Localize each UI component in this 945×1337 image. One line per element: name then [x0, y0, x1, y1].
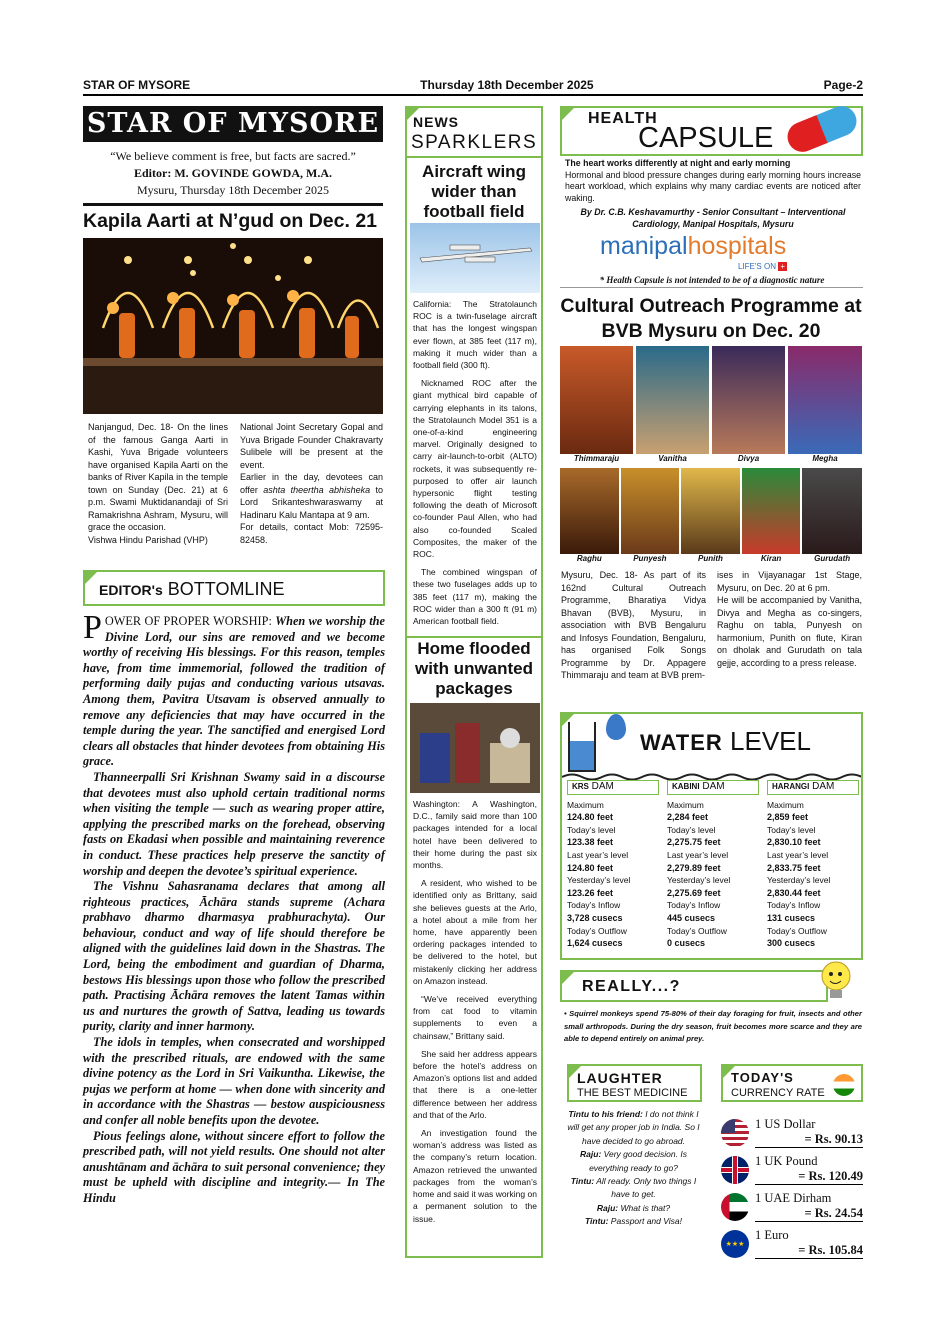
- artist-name: Gurudath: [814, 554, 851, 563]
- really-fact: • Squirrel monkeys spend 75-80% of their day foraging for fruit, insects and other small arthropods. During the dry season, fruit becomes more scarce and they are able to depend entirely on animal prey.: [564, 1009, 862, 1043]
- manipal-logo: [600, 232, 786, 261]
- dam-stat-value: 445 cusecs: [667, 912, 716, 923]
- bulb-icon: [818, 960, 854, 1004]
- dam-stat-value: 2,830.10 feet: [767, 837, 821, 848]
- currency-value: = Rs. 90.13: [755, 1132, 863, 1148]
- artist-name: Thimmaraju: [573, 454, 620, 463]
- cultural-col2: ises in Vijayanagar 1st Stage, Mysuru, on Dec. 20 at 6 pm. He will be accompanied by Vanitha, Divya and Megha as co-singers, Raghu on tabla, Punyesh on harmonium, Punith on flute, Kiran on dholak and Gurudath on tala gejje, according to a press release.: [717, 570, 862, 668]
- eu-flag-icon: ★★★: [721, 1230, 749, 1258]
- currency-name: 1 UAE Dirham: [755, 1191, 832, 1205]
- aircraft-headline: Aircraft wing wider than football field: [422, 162, 526, 221]
- artist-card: [560, 468, 619, 563]
- dam-name-suffix: DAM: [588, 781, 614, 792]
- health-disclaimer: * Health Capsule is not intended to be of a diagnostic nature: [599, 275, 825, 285]
- laughter-label: LAUGHTER: [577, 1070, 663, 1086]
- news-label: NEWS: [413, 114, 459, 130]
- packages-para: She said her address appears before the hotel’s address on Amazon’s options list and added that there is a one-letter difference between her address and that of the Arlo.: [413, 1048, 537, 1120]
- label-rest: BOTTOMLINE: [162, 579, 285, 599]
- best-medicine-label: THE BEST MEDICINE: [577, 1087, 688, 1099]
- editor-line: Editor: M. GOVINDE GOWDA, M.A.: [134, 166, 332, 180]
- dam-stat-label: Today’s level: [567, 824, 616, 835]
- artist-photo: [681, 468, 740, 554]
- cultural-headline: Cultural Outreach Programme at BVB Mysuru on Dec. 20: [560, 295, 862, 342]
- artist-card: [802, 468, 862, 563]
- uk-flag-icon: [721, 1156, 749, 1184]
- dam-name-bold: HARANGI: [772, 782, 810, 791]
- artist-name: Punyesh: [633, 554, 667, 563]
- currency-row: [721, 1228, 863, 1259]
- artist-card: [636, 346, 709, 463]
- logo-part: hospitals: [687, 232, 787, 260]
- dam-stat-label: Yesterday’s level: [767, 875, 831, 886]
- joke-line: [567, 1108, 700, 1148]
- paper-name: STAR OF MYSORE: [83, 78, 191, 92]
- currency-label-box: [721, 1064, 863, 1102]
- dam-name: [667, 780, 759, 795]
- uae-flag-icon: [721, 1193, 749, 1221]
- really-text: Squirrel monkeys spend 75-80% of their day foraging for fruit, insects and other small arthropods. During the dry season, fruit becomes more scarce and they are able to depend entirely on animal prey.: [564, 1009, 862, 1043]
- editorial-para1: When we worship the Divine Lord, our sins are removed and we become worthy of receiving His blessings. For this reason, temples have, from time immemorial, followed the tradition of performing daily pujas and conducting various utsavas. Among them, Pavitra Utsavam is observed annually to remove any deficiencies that may have occurred in the temple during the year. The sanctified and energised Lord clears all obstacles that hinder devotees from obtaining His grace.: [83, 614, 385, 769]
- dam-stat-value: 2,275.75 feet: [667, 837, 721, 848]
- currency-row: [721, 1154, 863, 1185]
- joke-speaker: Tintu:: [570, 1176, 595, 1187]
- joke-line: [567, 1148, 700, 1175]
- dam-stat-label: Maximum: [567, 799, 604, 810]
- water-level-box: [560, 712, 863, 960]
- dam-stat-label: Today’s Outflow: [667, 925, 727, 936]
- masthead-title: STAR OF MYSORE: [83, 106, 383, 142]
- artist-photo: [802, 468, 862, 554]
- joke-speech: I do not think I will get any proper job in India. So I have decided to go abroad.: [567, 1109, 700, 1146]
- kapila-text-end: to Lord Srikanteshwaraswamy at Hadinaru Kalu Mantapa at 9 am. For details, contact Mob: 72595-82458.: [240, 484, 383, 545]
- joke-speech: Passport and Visa!: [608, 1216, 682, 1227]
- dam-table: [567, 778, 860, 950]
- artist-name: Divya: [737, 454, 760, 463]
- dam-stat-value: 131 cusecs: [767, 912, 816, 923]
- joke-speaker: Raju:: [580, 1149, 602, 1160]
- dam-stat-value: 0 cusecs: [667, 938, 706, 949]
- water-gauge-icon: [568, 722, 596, 772]
- joke-line: [567, 1175, 700, 1202]
- todays-label: TODAY'S: [731, 1070, 794, 1085]
- artist-photo: [560, 346, 633, 454]
- artist-photo: [621, 468, 680, 554]
- currency-row: [721, 1117, 863, 1148]
- divider: [560, 287, 863, 288]
- artist-name: Kiran: [760, 554, 782, 563]
- dam-stat-label: Today’s Outflow: [567, 925, 627, 936]
- dam-stat-label: Last year’s level: [767, 849, 829, 860]
- level-label: LEVEL: [722, 726, 811, 756]
- really-label: REALLY...?: [582, 978, 681, 995]
- packages-para: “We’ve received everything from cat food to vitamin supplements to even a chainsaw,” Brittany said.: [413, 994, 537, 1041]
- corner-tag: [562, 108, 574, 120]
- currency-name: 1 Euro: [755, 1228, 789, 1242]
- dam-stat-label: Last year’s level: [567, 849, 629, 860]
- water-label: WATER: [640, 730, 723, 755]
- artist-card: [621, 468, 680, 563]
- dam-stat-value: 123.38 feet: [567, 837, 614, 848]
- kapila-text-italic: ashta theertha abhisheka: [263, 484, 371, 495]
- dam-stat-value: 2,830.44 feet: [767, 887, 821, 898]
- dam-stat-label: Today’s Inflow: [567, 900, 621, 911]
- india-flag-icon: [833, 1074, 855, 1096]
- laughter-label-box: [567, 1064, 702, 1102]
- joke-speech: What is that?: [618, 1202, 671, 1213]
- artist-name: Punith: [698, 554, 723, 563]
- dateline: Mysuru, Thursday 18th December 2025: [136, 183, 330, 197]
- artist-name: Vanitha: [658, 454, 687, 463]
- dam-stat-value: 3,728 cusecs: [567, 912, 623, 923]
- capsule-icon: [783, 102, 861, 157]
- water-drop-icon: [606, 714, 626, 740]
- editorial-para5: Pious feelings alone, without sincere effort to follow the prescribed path, will not yield results. One should not alter anushtānam and āchāra to suit personal convenience; they must be upheld with discipline and integrity.— In The Hindu: [83, 1128, 385, 1205]
- label-bold: EDITOR's: [99, 582, 163, 598]
- joke-speaker: Raju:: [596, 1202, 619, 1213]
- currency-value: = Rs. 120.49: [755, 1169, 863, 1185]
- packages-photo: [410, 703, 540, 793]
- dam-stat-label: Yesterday’s level: [667, 875, 731, 886]
- sparklers-label: SPARKLERS: [411, 132, 538, 153]
- divider: [83, 203, 383, 206]
- health-byline: By Dr. C.B. Keshavamurthy - Senior Consultant – Interventional Cardiology, Manipal Hospitals, Mysuru: [580, 207, 846, 229]
- kapila-text: National Joint Secretary Gopal and Yuva Brigade Founder Chakravarty Sulibele will be present at the event. Earlier in the day, devotees can offer: [240, 422, 383, 495]
- dam-stat-label: Today’s level: [667, 824, 716, 835]
- artist-card: [742, 468, 801, 563]
- currency-value: = Rs. 24.54: [755, 1206, 863, 1222]
- dam-stat-label: Maximum: [767, 799, 804, 810]
- artist-name: Raghu: [576, 554, 602, 563]
- dam-stat-label: Last year’s level: [667, 849, 729, 860]
- drop-cap: P: [83, 609, 102, 646]
- editorial-body: [83, 609, 385, 1207]
- para1-caps: OWER OF PROPER WORSHIP:: [104, 614, 276, 628]
- currency-row: [721, 1191, 863, 1222]
- dam-name: [767, 780, 859, 795]
- dam-stat-label: Today’s Inflow: [667, 900, 721, 911]
- logo-tagline: LIFE'S ON +: [738, 262, 787, 271]
- packages-para: A resident, who wished to be identified only as Brittany, said she believes guests at the Arlo, a hotel about a mile from her home, have apparently been ordering packages intended to be delivered to the hotel, but mistakenly clicking her address on Amazon instead.: [413, 878, 537, 986]
- dam-stat-value: 2,275.69 feet: [667, 887, 721, 898]
- dam-name-bold: KRS: [572, 782, 589, 791]
- packages-para: Washington: A Washington, D.C., family said more than 100 packages intended for a local hotel have been delivered to their home during the past six months.: [413, 799, 537, 871]
- header-date: Thursday 18th December 2025: [420, 78, 594, 92]
- dam-stat-value: 2,833.75 feet: [767, 862, 821, 873]
- dam-stat-value: 2,279.89 feet: [667, 862, 721, 873]
- news-sparklers-box: [405, 106, 543, 1258]
- aircraft-para: Nicknamed ROC after the giant mythical bird capable of carrying elephants in its talons, the Stratolaunch Model 351 is a one-of-a-kind engineering marvel. Originally designed to carry air-launch-to-orbit (ALTO) rockets, it was subsequently re-purposed to offer air launch hypersonic flight testing following the death of Microsoft co-founder Paul Allen, who had also co-founded Scaled Composites, the maker of the ROC.: [413, 378, 537, 560]
- editorial-para4: The idols in temples, when consecrated and worshipped with the prescribed rituals, are endowed with the same divine potency as the Lord in Sri Vaikuntha. Likewise, the pujas we perform at home — when done with sincerity and in accordance with the Shastras — bestow auspiciousness and confer all noble benefits upon the devotee.: [83, 1035, 385, 1127]
- motto: “We believe comment is free, but facts are sacred.”: [110, 149, 356, 163]
- artist-name: Megha: [812, 454, 838, 463]
- dam-column: [667, 778, 759, 950]
- aircraft-para: California: The Stratolaunch ROC is a twin-fuselage aircraft that has the longest wingspan ever flown, at 385 feet (117 m), making it much wider than a football field (300 ft).: [413, 299, 537, 371]
- artist-photo: [712, 346, 785, 454]
- dam-name-suffix: DAM: [809, 781, 835, 792]
- joke-line: [567, 1215, 700, 1228]
- dam-stat-label: Maximum: [667, 799, 704, 810]
- joke-speech: All ready. Only two things I have to get.: [594, 1176, 697, 1200]
- joke-line: [567, 1202, 700, 1215]
- kapila-headline: Kapila Aarti at N’gud on Dec. 21: [83, 210, 378, 232]
- joke-text: [567, 1108, 700, 1229]
- joke-speaker: Tintu:: [584, 1216, 609, 1227]
- dam-stat-label: Today’s Inflow: [767, 900, 821, 911]
- page-header: [83, 78, 863, 96]
- corner-tag: [85, 572, 97, 584]
- dam-stat-value: 124.80 feet: [567, 862, 614, 873]
- dam-stat-label: Today’s level: [767, 824, 816, 835]
- dam-stat-value: 2,284 feet: [667, 812, 709, 823]
- editorial-para3: The Vishnu Sahasranama declares that among all righteous practices, Āchāra stands supreme (Achara prabhavo dharmo dharmasya prabhurachyta). Our behaviour, conduct and way of life should therefore be aligned with the guidelines laid down in the Shastras. The Lord, being the embodiment and guardian of Dharma, bestows His blessings upon those who follow the prescribed path. Practising Āchāra removes the latent Tamas within us and nurtures the growth of Sattva, leading us towards purity, clarity and inner harmony.: [83, 879, 385, 1034]
- aircraft-story: [413, 298, 537, 627]
- kapila-col2: [240, 421, 383, 546]
- health-label: HEALTH: [588, 110, 658, 127]
- packages-para: An investigation found the woman’s address was listed as the company’s return location. Amazon retrieved the unwanted packages from the woman’s home and said it was working on a permanent solution to the issue.: [413, 1128, 537, 1224]
- us-flag-icon: [721, 1119, 749, 1147]
- artist-photo: [788, 346, 862, 454]
- health-capsule-label: [560, 106, 863, 156]
- currency-value: = Rs. 105.84: [755, 1243, 863, 1259]
- artist-card: [681, 468, 740, 563]
- cultural-col1: Mysuru, Dec. 18- As part of its 162nd Cultural Outreach Programme, Bharatiya Vidya Bhavan (BVB), Mysuru, in association with BVB Bengaluru and Infosys Foundation, Bengaluru, has organised Folk Songs Programme by Dr. Appagere Thimmaraju and team at BVB prem-: [561, 570, 706, 680]
- dam-name-bold: KABINI: [672, 782, 700, 791]
- aircraft-para: The combined wingspan of these two fuselages adds up to 385 feet (117 m), making the ROC wider than a 300 ft (91 m) American football field.: [413, 567, 537, 627]
- editors-bottomline-label: [83, 570, 385, 606]
- artist-card: [712, 346, 785, 463]
- health-headline: The heart works differently at night and early morning: [565, 158, 791, 168]
- logo-part: manipal: [600, 232, 688, 260]
- really-label-box: [560, 970, 828, 1002]
- kapila-aarti-photo: [83, 238, 383, 414]
- masthead-block: [83, 148, 383, 199]
- currency-list: [721, 1117, 863, 1265]
- currency-name: 1 US Dollar: [755, 1117, 816, 1131]
- dam-column: [567, 778, 659, 950]
- artist-photo: [636, 346, 709, 454]
- dam-stat-value: 1,624 cusecs: [567, 938, 623, 949]
- page-number: Page-2: [823, 78, 863, 92]
- currency-name: 1 UK Pound: [755, 1154, 818, 1168]
- corner-tag: [562, 972, 574, 984]
- dam-stat-value: 123.26 feet: [567, 887, 614, 898]
- dam-column: [767, 778, 859, 950]
- dam-name-suffix: DAM: [699, 781, 725, 792]
- dam-stat-value: 124.80 feet: [567, 812, 614, 823]
- capsule-label: CAPSULE: [638, 122, 774, 154]
- artist-card: [788, 346, 862, 463]
- dam-stat-label: Today’s Outflow: [767, 925, 827, 936]
- artists-row2: [560, 468, 862, 563]
- dam-stat-label: Yesterday’s level: [567, 875, 631, 886]
- health-text: [565, 158, 861, 230]
- packages-story: [413, 798, 537, 1225]
- dam-name: [567, 780, 659, 795]
- joke-speech: Very good decision. Is everything ready to go?: [589, 1149, 687, 1173]
- artists-row1: [560, 346, 862, 463]
- joke-speaker: Tintu to his friend:: [568, 1109, 643, 1119]
- health-body: Hormonal and blood pressure changes during early morning hours increase heart workload, which explains why many cardiac events are noticed after waking.: [565, 169, 861, 203]
- artist-photo: [560, 468, 619, 554]
- kapila-col1: Nanjangud, Dec. 18- On the lines of the famous Ganga Aarti in Kashi, Yuva Brigade volunteers have organised Kapila Aarti on the banks of River Kapila in the temple town on Sunday (Dec. 21) at 6 p.m. Swami Muktidanandaji of Sri Ramakrishna Ashram, Mysuru, will grace the occasion. Vishwa Hindu Parishad (VHP): [88, 422, 228, 545]
- logo-tag-text: LIFE'S ON: [738, 262, 776, 271]
- currency-rate-label: CURRENCY RATE: [731, 1087, 825, 1099]
- aircraft-photo: [410, 223, 540, 293]
- packages-headline: Home flooded with unwanted packages: [414, 639, 534, 698]
- editorial-para2: Thanneerpalli Sri Krishnan Swamy said in a discourse that devotees must also uphold certain traditional norms when visiting the temple — such as wearing proper attire, applying the prescribed marks on the forehead, observing fasts on Ekadasi when possible and maintaining reverence in conduct. These practices help preserve the sanctity of worship and deepen the devotee’s spiritual experience.: [83, 769, 385, 878]
- dam-stat-value: 2,859 feet: [767, 812, 809, 823]
- artist-photo: [742, 468, 801, 554]
- artist-card: [560, 346, 633, 463]
- dam-stat-value: 300 cusecs: [767, 938, 816, 949]
